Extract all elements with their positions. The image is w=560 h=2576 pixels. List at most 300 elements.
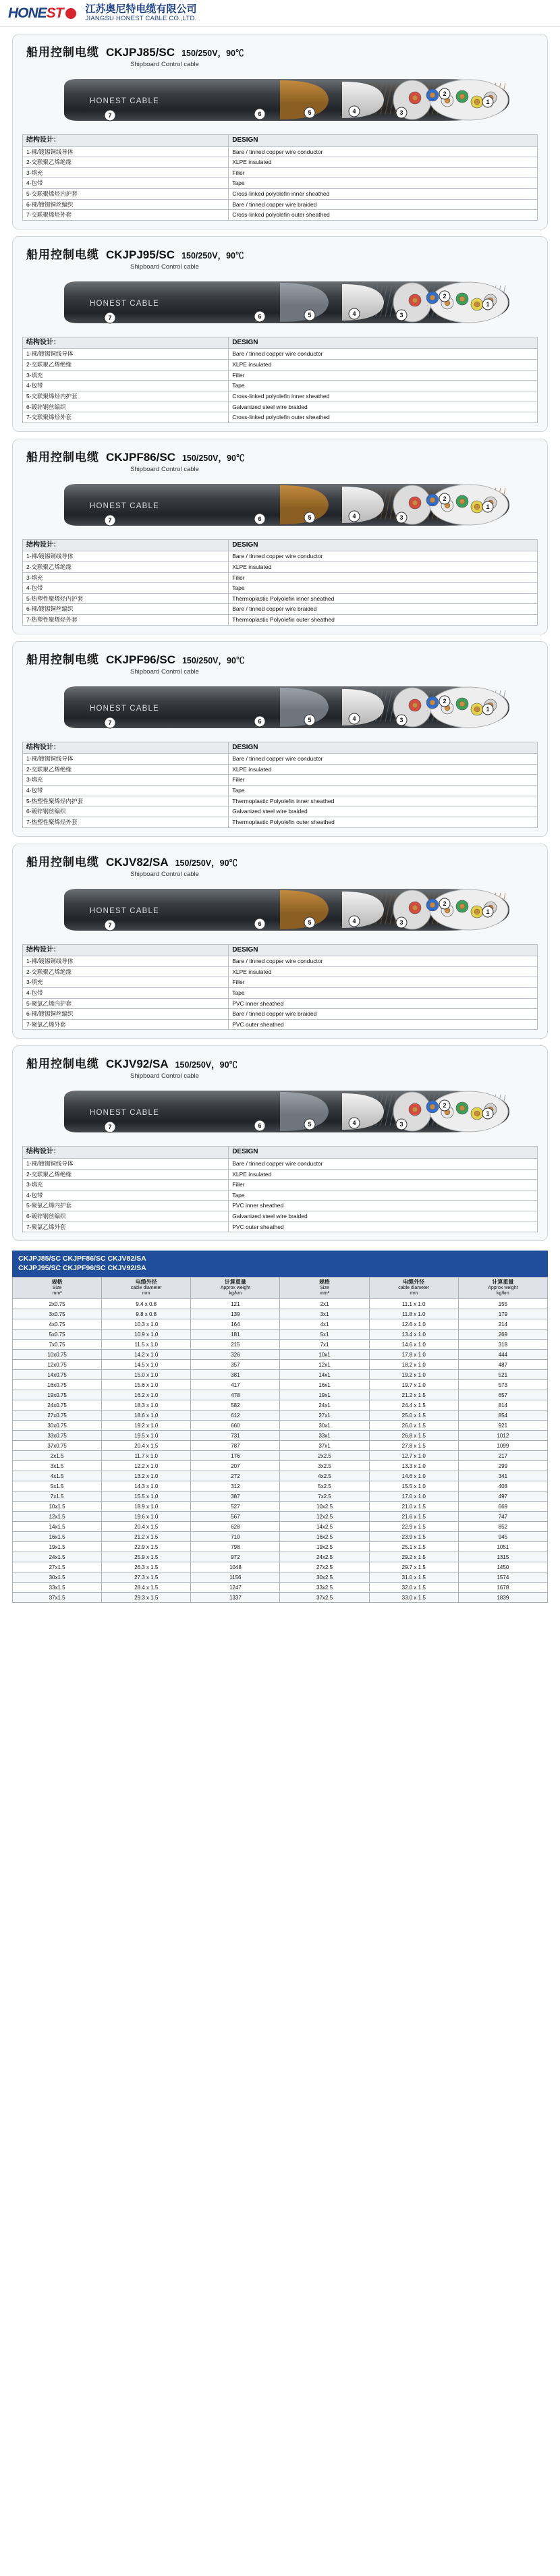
svg-text:4: 4 bbox=[352, 108, 356, 115]
design-row bbox=[23, 189, 538, 200]
design-row bbox=[23, 210, 538, 221]
design-row-en: Tape bbox=[229, 178, 538, 189]
table-row bbox=[13, 1481, 548, 1491]
design-table-head bbox=[23, 539, 538, 551]
svg-text:2: 2 bbox=[443, 90, 447, 98]
svg-text:1: 1 bbox=[486, 503, 490, 510]
spec-cell: 318 bbox=[458, 1340, 547, 1350]
product-spec: 150/250V，90℃ bbox=[181, 655, 245, 665]
spec-header-row bbox=[13, 1277, 548, 1299]
design-row-cn: 3-填充 bbox=[23, 775, 229, 786]
product-spec: 150/250V，90℃ bbox=[175, 858, 238, 868]
table-row bbox=[13, 1350, 548, 1360]
table-row bbox=[13, 1552, 548, 1562]
spec-cell: 19x0.75 bbox=[13, 1390, 102, 1400]
table-row bbox=[13, 1370, 548, 1380]
svg-text:5: 5 bbox=[308, 1121, 312, 1128]
svg-text:3: 3 bbox=[399, 1121, 403, 1128]
table-row bbox=[13, 1522, 548, 1532]
spec-cell: 272 bbox=[191, 1471, 280, 1481]
svg-text:6: 6 bbox=[258, 1122, 262, 1130]
company-name-block bbox=[86, 4, 197, 23]
design-row-en: Filler bbox=[229, 167, 538, 178]
design-row-cn: 1-裸/镀锡铜线导体 bbox=[23, 1158, 229, 1169]
spec-cell: 19x1 bbox=[280, 1390, 369, 1400]
svg-text:3: 3 bbox=[399, 312, 403, 319]
spec-col-unit: kg/km bbox=[229, 1291, 242, 1296]
table-row bbox=[13, 1340, 548, 1350]
spec-cell: 33x1 bbox=[280, 1431, 369, 1441]
table-row bbox=[13, 1461, 548, 1471]
design-row bbox=[23, 987, 538, 998]
design-row bbox=[23, 806, 538, 817]
spec-cell: 139 bbox=[191, 1309, 280, 1319]
svg-text:4: 4 bbox=[352, 310, 356, 318]
spec-col-unit: kg/km bbox=[497, 1291, 509, 1296]
table-row bbox=[13, 1572, 548, 1583]
spec-table-body bbox=[13, 1299, 548, 1603]
design-row-en: Bare / tinned copper wire conductor bbox=[229, 1158, 538, 1169]
spec-cell: 24x2.5 bbox=[280, 1552, 369, 1562]
spec-cell: 33x1.5 bbox=[13, 1583, 102, 1593]
product-card bbox=[12, 1045, 548, 1241]
design-row-cn: 4-包带 bbox=[23, 1190, 229, 1201]
spec-cell: 7x1.5 bbox=[13, 1491, 102, 1502]
design-row bbox=[23, 764, 538, 775]
spec-cell: 12.6 x 1.0 bbox=[369, 1319, 458, 1330]
spec-cell: 19x1.5 bbox=[13, 1542, 102, 1552]
svg-text:7: 7 bbox=[108, 1124, 112, 1131]
spec-cell: 381 bbox=[191, 1370, 280, 1380]
design-row-en: Filler bbox=[229, 572, 538, 583]
design-row-en: PVC inner sheathed bbox=[229, 1201, 538, 1211]
design-row-cn: 4-包带 bbox=[23, 381, 229, 391]
spec-col-en: Size bbox=[52, 1285, 62, 1290]
svg-text:2: 2 bbox=[443, 900, 447, 907]
design-table-body bbox=[23, 754, 538, 827]
design-table-body bbox=[23, 956, 538, 1030]
spec-column-header bbox=[191, 1277, 280, 1299]
design-header-en: DESIGN bbox=[229, 337, 538, 349]
design-row-cn: 7-交联聚烯烃外套 bbox=[23, 210, 229, 221]
spec-cell: 19.7 x 1.0 bbox=[369, 1380, 458, 1390]
spec-cell: 25.9 x 1.5 bbox=[102, 1552, 191, 1562]
design-row-cn: 3-填充 bbox=[23, 370, 229, 381]
design-row-cn: 2-交联聚乙烯绝缘 bbox=[23, 1169, 229, 1180]
spec-cell: 23.9 x 1.5 bbox=[369, 1532, 458, 1542]
design-row-en: Bare / tinned copper wire conductor bbox=[229, 956, 538, 967]
design-row-cn: 5-交联聚烯烃内护套 bbox=[23, 391, 229, 402]
table-row bbox=[13, 1502, 548, 1512]
design-row-en: Filler bbox=[229, 775, 538, 786]
design-row bbox=[23, 199, 538, 210]
design-row bbox=[23, 381, 538, 391]
spec-cell: 3x1 bbox=[280, 1309, 369, 1319]
spec-cell: 1051 bbox=[458, 1542, 547, 1552]
design-row-en: Cross-linked polyolefin outer sheathed bbox=[229, 412, 538, 423]
table-row bbox=[13, 1299, 548, 1309]
design-row bbox=[23, 604, 538, 615]
design-row-cn: 3-填充 bbox=[23, 977, 229, 988]
spec-cell: 13.4 x 1.0 bbox=[369, 1330, 458, 1340]
table-row bbox=[13, 1431, 548, 1441]
design-row-en: Cross-linked polyolefin inner sheathed bbox=[229, 391, 538, 402]
spec-cell: 1574 bbox=[458, 1572, 547, 1583]
cable-cross-section-illustration bbox=[22, 71, 538, 129]
product-spec: 150/250V，90℃ bbox=[181, 49, 244, 58]
product-title-cn: 船用控制电缆 bbox=[26, 653, 99, 666]
spec-cell: 176 bbox=[191, 1451, 280, 1461]
spec-cell: 497 bbox=[458, 1491, 547, 1502]
svg-text:7: 7 bbox=[108, 112, 112, 119]
design-row-cn: 6-镀锌钢丝编织 bbox=[23, 806, 229, 817]
table-row bbox=[13, 1491, 548, 1502]
spec-cell: 15.5 x 1.0 bbox=[102, 1491, 191, 1502]
svg-text:4: 4 bbox=[352, 512, 356, 520]
spec-cell: 669 bbox=[458, 1502, 547, 1512]
spec-cell: 24x1 bbox=[280, 1400, 369, 1410]
spec-cell: 1315 bbox=[458, 1552, 547, 1562]
design-table-body bbox=[23, 1158, 538, 1232]
spec-cell: 612 bbox=[191, 1410, 280, 1421]
design-row bbox=[23, 360, 538, 371]
cable-cross-section-illustration bbox=[22, 1083, 538, 1141]
spec-cell: 12x1.5 bbox=[13, 1512, 102, 1522]
spec-cell: 37x1 bbox=[280, 1441, 369, 1451]
spec-cell: 657 bbox=[458, 1390, 547, 1400]
spec-cell: 11.7 x 1.0 bbox=[102, 1451, 191, 1461]
spec-cell: 299 bbox=[458, 1461, 547, 1471]
svg-text:6: 6 bbox=[258, 313, 262, 321]
logo-dot-icon bbox=[65, 8, 76, 19]
product-model: CKJPJ85/SC bbox=[106, 46, 175, 59]
product-title-cn: 船用控制电缆 bbox=[26, 46, 99, 59]
design-row bbox=[23, 391, 538, 402]
design-row bbox=[23, 370, 538, 381]
design-row-en: Filler bbox=[229, 1180, 538, 1190]
spec-cell: 27.3 x 1.5 bbox=[102, 1572, 191, 1583]
design-row-cn: 2-交联聚乙烯绝缘 bbox=[23, 157, 229, 168]
product-spec: 150/250V，90℃ bbox=[175, 1060, 238, 1070]
spec-cell: 478 bbox=[191, 1390, 280, 1400]
spec-cell: 731 bbox=[191, 1431, 280, 1441]
design-row-en: Tape bbox=[229, 381, 538, 391]
spec-cell: 7x2.5 bbox=[280, 1491, 369, 1502]
design-row bbox=[23, 998, 538, 1009]
company-name-cn: 江苏奥尼特电缆有限公司 bbox=[85, 3, 197, 15]
svg-text:5: 5 bbox=[308, 109, 312, 117]
spec-cell: 21.0 x 1.5 bbox=[369, 1502, 458, 1512]
design-row-cn: 1-裸/镀锡铜线导体 bbox=[23, 754, 229, 765]
design-table-head bbox=[23, 337, 538, 349]
design-row-cn: 3-填充 bbox=[23, 572, 229, 583]
spec-cell: 16x1 bbox=[280, 1380, 369, 1390]
design-row bbox=[23, 593, 538, 604]
spec-cell: 12x0.75 bbox=[13, 1360, 102, 1370]
design-row bbox=[23, 402, 538, 412]
spec-cell: 16x2.5 bbox=[280, 1532, 369, 1542]
spec-cell: 179 bbox=[458, 1309, 547, 1319]
spec-title-line1: CKJPJ85/SC CKJPF86/SC CKJV82/SA bbox=[18, 1255, 146, 1263]
spec-cell: 32.0 x 1.5 bbox=[369, 1583, 458, 1593]
svg-text:HONEST CABLE: HONEST CABLE bbox=[90, 1109, 160, 1118]
design-row-cn: 7-聚氯乙烯外套 bbox=[23, 1222, 229, 1232]
design-header-cn: 结构设计： bbox=[23, 742, 229, 754]
design-row-en: Thermoplastic Polyolefin outer sheathed bbox=[229, 817, 538, 827]
spec-cell: 22.9 x 1.5 bbox=[102, 1542, 191, 1552]
spec-cell: 10x2.5 bbox=[280, 1502, 369, 1512]
svg-text:HONEST CABLE: HONEST CABLE bbox=[90, 906, 160, 915]
design-row bbox=[23, 817, 538, 827]
product-title-cn: 船用控制电缆 bbox=[26, 450, 99, 464]
spec-col-unit: mm² bbox=[320, 1291, 330, 1296]
spec-cell: 567 bbox=[191, 1512, 280, 1522]
spec-cell: 11.8 x 1.0 bbox=[369, 1309, 458, 1319]
spec-cell: 312 bbox=[191, 1481, 280, 1491]
spec-cell: 12x2.5 bbox=[280, 1512, 369, 1522]
spec-cell: 14.2 x 1.0 bbox=[102, 1350, 191, 1360]
spec-cell: 215 bbox=[191, 1340, 280, 1350]
product-card bbox=[12, 641, 548, 837]
design-row-cn: 7-聚氯乙烯外套 bbox=[23, 1019, 229, 1030]
spec-col-cn: 电缆外径 bbox=[403, 1278, 425, 1285]
spec-col-cn: 电缆外径 bbox=[135, 1278, 157, 1285]
table-row bbox=[13, 1542, 548, 1552]
svg-text:5: 5 bbox=[308, 919, 312, 926]
svg-text:2: 2 bbox=[443, 293, 447, 300]
spec-cell: 798 bbox=[191, 1542, 280, 1552]
design-row bbox=[23, 977, 538, 988]
spec-cell: 217 bbox=[458, 1451, 547, 1461]
spec-cell: 2x0.75 bbox=[13, 1299, 102, 1309]
svg-text:1: 1 bbox=[486, 301, 490, 308]
design-table-head bbox=[23, 135, 538, 147]
spec-cell: 20.4 x 1.5 bbox=[102, 1441, 191, 1451]
spec-cell: 5x1 bbox=[280, 1330, 369, 1340]
product-card bbox=[12, 439, 548, 634]
design-header-cn: 结构设计： bbox=[23, 337, 229, 349]
spec-cell: 4x0.75 bbox=[13, 1319, 102, 1330]
design-row bbox=[23, 1190, 538, 1201]
table-row bbox=[13, 1562, 548, 1572]
svg-text:7: 7 bbox=[108, 921, 112, 929]
spec-cell: 747 bbox=[458, 1512, 547, 1522]
spec-cell: 22.9 x 1.5 bbox=[369, 1522, 458, 1532]
product-spec: 150/250V，90℃ bbox=[181, 453, 245, 463]
spec-cell: 2x2.5 bbox=[280, 1451, 369, 1461]
spec-cell: 29.2 x 1.5 bbox=[369, 1552, 458, 1562]
design-row bbox=[23, 1158, 538, 1169]
design-row-en: Tape bbox=[229, 987, 538, 998]
spec-cell: 26.8 x 1.5 bbox=[369, 1431, 458, 1441]
svg-text:6: 6 bbox=[258, 515, 262, 522]
specification-table bbox=[12, 1277, 548, 1604]
product-card-list bbox=[0, 34, 560, 1241]
svg-text:4: 4 bbox=[352, 917, 356, 925]
design-row-en: Filler bbox=[229, 977, 538, 988]
design-table bbox=[22, 134, 538, 221]
design-table bbox=[22, 337, 538, 423]
spec-cell: 1012 bbox=[458, 1431, 547, 1441]
spec-cell: 945 bbox=[458, 1532, 547, 1542]
design-row-cn: 5-聚氯乙烯内护套 bbox=[23, 1201, 229, 1211]
spec-cell: 30x1 bbox=[280, 1421, 369, 1431]
design-row-en: Bare / tinned copper wire braided bbox=[229, 604, 538, 615]
design-row-en: Cross-linked polyolefin inner sheathed bbox=[229, 189, 538, 200]
design-row-cn: 5-聚氯乙烯内护套 bbox=[23, 998, 229, 1009]
design-table-body bbox=[23, 349, 538, 422]
spec-cell: 814 bbox=[458, 1400, 547, 1410]
design-row-en: XLPE insulated bbox=[229, 966, 538, 977]
design-row bbox=[23, 178, 538, 189]
design-row-cn: 2-交联聚乙烯绝缘 bbox=[23, 764, 229, 775]
spec-cell: 9.4 x 0.8 bbox=[102, 1299, 191, 1309]
table-row bbox=[13, 1309, 548, 1319]
spec-cell: 26.0 x 1.5 bbox=[369, 1421, 458, 1431]
spec-cell: 5x2.5 bbox=[280, 1481, 369, 1491]
spec-cell: 852 bbox=[458, 1522, 547, 1532]
design-row-en: Filler bbox=[229, 370, 538, 381]
design-row-cn: 7-热塑性聚烯烃外套 bbox=[23, 615, 229, 626]
svg-text:4: 4 bbox=[352, 1120, 356, 1127]
design-row bbox=[23, 167, 538, 178]
design-row-cn: 6-裸/镀锡铜丝编织 bbox=[23, 604, 229, 615]
design-row bbox=[23, 146, 538, 157]
spec-column-header bbox=[369, 1277, 458, 1299]
product-spec: 150/250V，90℃ bbox=[181, 250, 244, 261]
table-row bbox=[13, 1330, 548, 1340]
design-row bbox=[23, 1222, 538, 1232]
design-row-en: PVC outer sheathed bbox=[229, 1019, 538, 1030]
spec-cell: 12.2 x 1.0 bbox=[102, 1461, 191, 1471]
design-row-en: Galvanized steel wire braided bbox=[229, 402, 538, 412]
spec-cell: 7x0.75 bbox=[13, 1340, 102, 1350]
spec-cell: 181 bbox=[191, 1330, 280, 1340]
spec-col-cn: 规格 bbox=[51, 1278, 63, 1285]
design-row-en: PVC outer sheathed bbox=[229, 1222, 538, 1232]
design-row-en: Bare / tinned copper wire conductor bbox=[229, 754, 538, 765]
design-header-row bbox=[23, 742, 538, 754]
spec-cell: 1156 bbox=[191, 1572, 280, 1583]
cable-cross-section-illustration bbox=[22, 881, 538, 939]
table-row bbox=[13, 1421, 548, 1431]
design-header-en: DESIGN bbox=[229, 742, 538, 754]
spec-cell: 16.2 x 1.0 bbox=[102, 1390, 191, 1400]
spec-cell: 2x1 bbox=[280, 1299, 369, 1309]
spec-cell: 854 bbox=[458, 1410, 547, 1421]
product-title-en: Shipboard Control cable bbox=[130, 667, 199, 676]
table-row bbox=[13, 1380, 548, 1390]
design-row-en: Galvanized steel wire braided bbox=[229, 1211, 538, 1222]
design-row-en: XLPE insulated bbox=[229, 1169, 538, 1180]
design-table-head bbox=[23, 1147, 538, 1159]
design-row bbox=[23, 551, 538, 562]
spec-cell: 25.1 x 1.5 bbox=[369, 1542, 458, 1552]
spec-cell: 16x0.75 bbox=[13, 1380, 102, 1390]
spec-cell: 3x2.5 bbox=[280, 1461, 369, 1471]
design-row-cn: 6-裸/镀锡铜丝编织 bbox=[23, 1009, 229, 1020]
spec-cell: 21.2 x 1.5 bbox=[369, 1390, 458, 1400]
design-row-cn: 2-交联聚乙烯绝缘 bbox=[23, 360, 229, 371]
design-row-cn: 1-裸/镀锡铜线导体 bbox=[23, 551, 229, 562]
spec-cell: 214 bbox=[458, 1319, 547, 1330]
svg-text:HONEST CABLE: HONEST CABLE bbox=[90, 704, 160, 713]
spec-cell: 3x1.5 bbox=[13, 1461, 102, 1471]
spec-cell: 710 bbox=[191, 1532, 280, 1542]
spec-cell: 1048 bbox=[191, 1562, 280, 1572]
spec-col-en: Size bbox=[320, 1285, 329, 1290]
design-row-cn: 6-裸/镀锡铜丝编织 bbox=[23, 199, 229, 210]
product-title-en: Shipboard Control cable bbox=[130, 1072, 199, 1080]
design-row-en: Bare / tinned copper wire braided bbox=[229, 199, 538, 210]
design-row-en: Tape bbox=[229, 1190, 538, 1201]
design-row-en: Galvanized steel wire braided bbox=[229, 806, 538, 817]
spec-cell: 20.4 x 1.5 bbox=[102, 1522, 191, 1532]
svg-text:1: 1 bbox=[486, 908, 490, 915]
spec-cell: 31.0 x 1.5 bbox=[369, 1572, 458, 1583]
spec-cell: 14.6 x 1.0 bbox=[369, 1340, 458, 1350]
spec-cell: 18.2 x 1.0 bbox=[369, 1360, 458, 1370]
table-row bbox=[13, 1400, 548, 1410]
spec-cell: 30x2.5 bbox=[280, 1572, 369, 1583]
spec-cell: 15.6 x 1.0 bbox=[102, 1380, 191, 1390]
spec-cell: 37x1.5 bbox=[13, 1593, 102, 1603]
spec-cell: 33x0.75 bbox=[13, 1431, 102, 1441]
design-header-cn: 结构设计： bbox=[23, 135, 229, 147]
spec-cell: 29.3 x 1.5 bbox=[102, 1593, 191, 1603]
svg-text:6: 6 bbox=[258, 920, 262, 927]
design-row-en: XLPE insulated bbox=[229, 764, 538, 775]
spec-cell: 27x1 bbox=[280, 1410, 369, 1421]
spec-cell: 1839 bbox=[458, 1593, 547, 1603]
spec-cell: 269 bbox=[458, 1330, 547, 1340]
svg-text:3: 3 bbox=[399, 109, 403, 117]
design-row-cn: 6-镀锌钢丝编织 bbox=[23, 402, 229, 412]
spec-column-header bbox=[102, 1277, 191, 1299]
spec-cell: 14.3 x 1.0 bbox=[102, 1481, 191, 1491]
spec-column-header bbox=[13, 1277, 102, 1299]
design-table bbox=[22, 944, 538, 1031]
spec-table-head bbox=[13, 1277, 548, 1299]
spec-cell: 9.8 x 0.8 bbox=[102, 1309, 191, 1319]
spec-cell: 30x1.5 bbox=[13, 1572, 102, 1583]
design-header-cn: 结构设计： bbox=[23, 539, 229, 551]
design-header-cn: 结构设计： bbox=[23, 1147, 229, 1159]
spec-cell: 30x0.75 bbox=[13, 1421, 102, 1431]
spec-cell: 24x0.75 bbox=[13, 1400, 102, 1410]
design-row-en: XLPE insulated bbox=[229, 157, 538, 168]
design-row-cn: 3-填充 bbox=[23, 167, 229, 178]
spec-column-header bbox=[280, 1277, 369, 1299]
design-row bbox=[23, 956, 538, 967]
table-row bbox=[13, 1471, 548, 1481]
spec-cell: 1678 bbox=[458, 1583, 547, 1593]
table-row bbox=[13, 1319, 548, 1330]
spec-cell: 972 bbox=[191, 1552, 280, 1562]
design-table-body bbox=[23, 551, 538, 625]
spec-cell: 13.3 x 1.0 bbox=[369, 1461, 458, 1471]
product-model: CKJPJ95/SC bbox=[106, 248, 175, 261]
spec-column-header bbox=[458, 1277, 547, 1299]
spec-cell: 787 bbox=[191, 1441, 280, 1451]
spec-cell: 5x0.75 bbox=[13, 1330, 102, 1340]
svg-text:5: 5 bbox=[308, 716, 312, 723]
design-row-cn: 3-填充 bbox=[23, 1180, 229, 1190]
product-card bbox=[12, 844, 548, 1039]
design-header-row bbox=[23, 135, 538, 147]
spec-col-cn: 计算重量 bbox=[492, 1278, 514, 1285]
spec-cell: 387 bbox=[191, 1491, 280, 1502]
